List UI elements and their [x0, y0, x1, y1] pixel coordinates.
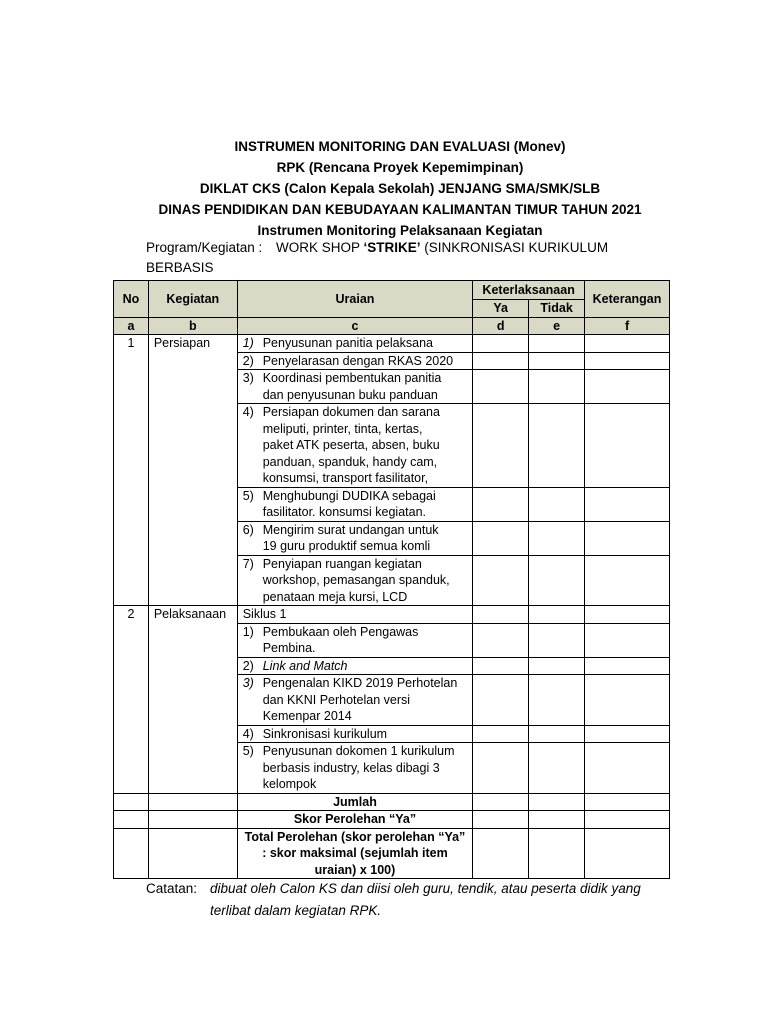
- note-line-2: terlibat dalam kegiatan RPK.: [210, 903, 382, 918]
- item-text: [263, 675, 463, 725]
- ya-cell[interactable]: [473, 352, 529, 370]
- item-line: paket ATK peserta, absen, buku: [262, 438, 440, 452]
- tidak-cell[interactable]: [529, 606, 585, 624]
- item-line: Pembina.: [262, 641, 316, 655]
- skor-row-text: Skor Perolehan “Ya”: [293, 812, 417, 826]
- skor-row-label: [237, 811, 473, 829]
- tidak-cell[interactable]: [529, 623, 585, 657]
- ya-cell[interactable]: [473, 811, 529, 829]
- item-line: dan penyusunan buku panduan: [262, 387, 438, 402]
- ya-cell[interactable]: [473, 793, 529, 811]
- empty-kegiatan-cell: [148, 811, 237, 829]
- tidak-cell[interactable]: [529, 675, 585, 726]
- monev-table: [113, 280, 670, 879]
- tidak-cell[interactable]: [529, 352, 585, 370]
- item-text: [263, 404, 463, 487]
- jumlah-row-label: [237, 793, 473, 811]
- section-number: 1: [114, 335, 149, 606]
- item-text: [263, 353, 463, 370]
- total-row-text: : skor maksimal (sejumlah item: [262, 846, 448, 860]
- item-line: Link and Match: [262, 658, 348, 673]
- empty-no-cell: [114, 828, 149, 879]
- program-label: Program/Kegiatan :: [146, 240, 263, 255]
- uraian-item: [237, 352, 473, 370]
- item-text: [263, 726, 463, 743]
- note-text: [210, 878, 680, 922]
- keterangan-cell[interactable]: [585, 793, 670, 811]
- section-kegiatan: Persiapan: [148, 335, 237, 606]
- uraian-item: [237, 370, 473, 404]
- tidak-cell[interactable]: [529, 370, 585, 404]
- uraian-item: [237, 487, 473, 521]
- tidak-cell[interactable]: [529, 828, 585, 879]
- item-line: workshop, pemasangan spanduk,: [262, 573, 450, 587]
- item-line: Penyusunan dokomen 1 kurikulum: [262, 744, 455, 758]
- item-number: 5): [242, 488, 254, 503]
- header-keterangan: Keterangan: [585, 281, 670, 318]
- keterangan-cell[interactable]: [585, 404, 670, 488]
- keterangan-cell[interactable]: [585, 657, 670, 675]
- item-line: Pembukaan oleh Pengawas: [262, 624, 419, 639]
- item-line: meliputi, printer, tinta, kertas,: [262, 421, 423, 436]
- item-number: 2): [242, 353, 254, 368]
- item-text: [263, 522, 463, 555]
- ya-cell[interactable]: [473, 555, 529, 606]
- letter-e: e: [529, 317, 585, 335]
- title-line-4: DINAS PENDIDIKAN DAN KEBUDAYAAN KALIMANTAN TIMUR TAHUN 2021: [158, 202, 642, 217]
- cycle-label: Siklus 1: [237, 606, 473, 624]
- ya-cell[interactable]: [473, 743, 529, 794]
- item-line: Kemenpar 2014: [262, 709, 352, 723]
- uraian-item: [237, 623, 473, 657]
- skor-row: [114, 811, 670, 829]
- ya-cell[interactable]: [473, 404, 529, 488]
- item-line: Persiapan dokumen dan sarana: [262, 405, 440, 419]
- item-number: 6): [242, 522, 254, 537]
- table-row: [114, 606, 670, 624]
- ya-cell[interactable]: [473, 623, 529, 657]
- keterangan-cell[interactable]: [585, 521, 670, 555]
- title-line-3: DIKLAT CKS (Calon Kepala Sekolah) JENJANG SMA/SMK/SLB: [199, 181, 601, 196]
- empty-kegiatan-cell: [148, 793, 237, 811]
- letter-d: d: [473, 317, 529, 335]
- item-line: Pengenalan KIKD 2019 Perhotelan: [262, 676, 458, 690]
- keterangan-cell[interactable]: [585, 335, 670, 353]
- section-kegiatan: Pelaksanaan: [148, 606, 237, 794]
- jumlah-row-text: Jumlah: [333, 794, 377, 809]
- ya-cell[interactable]: [473, 657, 529, 675]
- ya-cell[interactable]: [473, 335, 529, 353]
- header-no: No: [114, 281, 149, 318]
- item-text: [263, 488, 463, 521]
- tidak-cell[interactable]: [529, 793, 585, 811]
- note: [146, 878, 706, 922]
- item-text: [263, 335, 463, 352]
- ya-cell[interactable]: [473, 606, 529, 624]
- column-letters-row: [114, 317, 670, 335]
- item-line: fasilitator. konsumsi kegiatan.: [262, 505, 426, 519]
- item-text: [263, 370, 463, 403]
- item-line: Sinkronisasi kurikulum: [262, 726, 388, 741]
- header-tidak: Tidak: [529, 300, 585, 318]
- ya-cell[interactable]: [473, 828, 529, 879]
- item-line: konsumsi, transport fasilitator,: [262, 471, 429, 485]
- ya-cell[interactable]: [473, 370, 529, 404]
- item-text: [263, 658, 463, 675]
- note-label: Catatan:: [146, 881, 198, 896]
- letter-a: a: [114, 317, 149, 335]
- item-number: 7): [242, 556, 254, 571]
- title-line-2: RPK (Rencana Proyek Kepemimpinan): [276, 160, 524, 175]
- uraian-item: [237, 657, 473, 675]
- uraian-item: [237, 675, 473, 726]
- tidak-cell[interactable]: [529, 811, 585, 829]
- item-number: 3): [242, 676, 254, 690]
- total-row: [114, 828, 670, 879]
- keterangan-cell[interactable]: [585, 487, 670, 521]
- keterangan-cell[interactable]: [585, 725, 670, 743]
- uraian-item: [237, 555, 473, 606]
- tidak-cell[interactable]: [529, 657, 585, 675]
- section-number: 2: [114, 606, 149, 794]
- item-text: [263, 556, 463, 606]
- program-name: ‘STRIKE’: [363, 240, 421, 255]
- header-kegiatan: Kegiatan: [148, 281, 237, 318]
- item-line: Koordinasi pembentukan panitia: [262, 371, 442, 385]
- title-block: [0, 136, 768, 241]
- item-text: [263, 624, 463, 657]
- total-row-text: Total Perolehan (skor perolehan “Ya”: [244, 829, 466, 844]
- item-text: [263, 743, 463, 793]
- uraian-item: [237, 521, 473, 555]
- item-number: 3): [242, 371, 254, 385]
- program-prefix: WORK SHOP: [276, 240, 364, 255]
- keterangan-cell[interactable]: [585, 675, 670, 726]
- total-row-text: uraian) x 100): [314, 862, 396, 877]
- title-line-1: INSTRUMEN MONITORING DAN EVALUASI (Monev): [234, 139, 566, 154]
- keterangan-cell[interactable]: [585, 743, 670, 794]
- keterangan-cell[interactable]: [585, 828, 670, 879]
- item-number: 2): [242, 658, 254, 673]
- letter-b: b: [148, 317, 237, 335]
- note-line-1: dibuat oleh Calon KS dan diisi oleh guru, tendik, atau peserta didik yang: [210, 881, 641, 896]
- program-suffix: (SINKRONISASI KURIKULUM BERBASIS: [146, 240, 609, 275]
- keterangan-cell[interactable]: [585, 555, 670, 606]
- item-line: berbasis industry, kelas dibagi 3: [262, 760, 440, 775]
- item-line: panduan, spanduk, handy cam,: [262, 454, 438, 469]
- keterangan-cell[interactable]: [585, 352, 670, 370]
- empty-no-cell: [114, 793, 149, 811]
- item-number: 4): [242, 405, 254, 419]
- uraian-item: [237, 725, 473, 743]
- header-uraian: Uraian: [237, 281, 473, 318]
- total-row-label: [237, 828, 473, 879]
- letter-c: c: [237, 317, 473, 335]
- tidak-cell[interactable]: [529, 487, 585, 521]
- item-line: Penyelarasan dengan RKAS 2020: [262, 353, 454, 368]
- ya-cell[interactable]: [473, 521, 529, 555]
- item-number: 1): [242, 624, 254, 639]
- uraian-item: [237, 335, 473, 353]
- item-line: Penyusunan panitia pelaksana: [262, 336, 433, 350]
- header-keterlaksanaan: Keterlaksanaan: [473, 281, 585, 300]
- tidak-cell[interactable]: [529, 555, 585, 606]
- ya-cell[interactable]: [473, 675, 529, 726]
- item-line: penataan meja kursi, LCD: [262, 589, 408, 604]
- uraian-item: [237, 404, 473, 488]
- uraian-item: [237, 743, 473, 794]
- ya-cell[interactable]: [473, 725, 529, 743]
- item-line: Penyiapan ruangan kegiatan: [262, 556, 422, 571]
- item-number: 1): [242, 336, 254, 350]
- letter-f: f: [585, 317, 670, 335]
- empty-kegiatan-cell: [148, 828, 237, 879]
- tidak-cell[interactable]: [529, 521, 585, 555]
- item-line: dan KKNI Perhotelan versi: [262, 692, 411, 707]
- title-line-5: Instrumen Monitoring Pelaksanaan Kegiatan: [257, 223, 543, 238]
- jumlah-row: [114, 793, 670, 811]
- item-line: 19 guru produktif semua komli: [262, 539, 431, 553]
- item-number: 5): [242, 744, 254, 758]
- keterangan-cell[interactable]: [585, 811, 670, 829]
- tidak-cell[interactable]: [529, 335, 585, 353]
- keterangan-cell[interactable]: [585, 606, 670, 624]
- tidak-cell[interactable]: [529, 743, 585, 794]
- item-line: kelompok: [262, 777, 317, 791]
- tidak-cell[interactable]: [529, 725, 585, 743]
- item-line: Menghubungi DUDIKA sebagai: [262, 488, 436, 503]
- tidak-cell[interactable]: [529, 404, 585, 488]
- item-line: Mengirim surat undangan untuk: [262, 522, 439, 537]
- table-row: [114, 335, 670, 353]
- keterangan-cell[interactable]: [585, 623, 670, 657]
- ya-cell[interactable]: [473, 487, 529, 521]
- empty-no-cell: [114, 811, 149, 829]
- header-ya: Ya: [473, 300, 529, 318]
- item-number: 4): [242, 726, 254, 741]
- keterangan-cell[interactable]: [585, 370, 670, 404]
